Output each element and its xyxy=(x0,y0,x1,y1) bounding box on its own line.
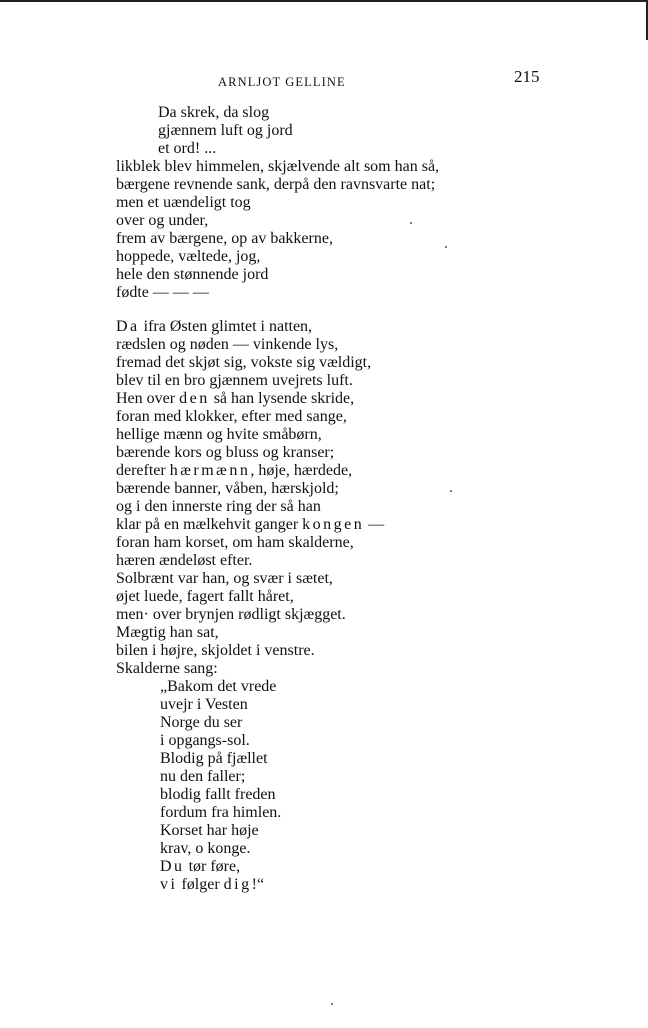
scan-edge-top xyxy=(0,0,648,2)
line-text: tør føre, xyxy=(184,858,241,875)
poem-line: likblek blev himmelen, skjælvende alt som han så, xyxy=(116,158,440,175)
spaced-word: Du xyxy=(160,858,185,875)
poem-line: bilen i højre, skjoldet i venstre. xyxy=(116,642,315,659)
line-text: ifra Østen glimtet i natten, xyxy=(139,318,313,335)
song-line: i opgangs-sol. xyxy=(160,732,250,749)
scan-speck xyxy=(450,490,452,492)
poem-line: fremad det skjøt sig, vokste sig vældigt, xyxy=(116,354,372,371)
song-line xyxy=(116,858,616,876)
poem-line xyxy=(116,390,616,408)
poem-line: frem av bærgene, op av bakkerne, xyxy=(116,230,333,247)
poem-body xyxy=(116,104,616,894)
poem-line: men et uændeligt tog xyxy=(116,194,251,211)
poem-line: foran med klokker, efter med sange, xyxy=(116,408,347,425)
song-line: Korset har høje xyxy=(160,822,259,839)
poem-line xyxy=(116,318,616,336)
line-text: Hen over xyxy=(116,390,180,407)
poem-line: Skalderne sang: xyxy=(116,660,218,677)
poem-line: bærende kors og bluss og kranser; xyxy=(116,444,335,461)
poem-line: bærende banner, våben, hærskjold; xyxy=(116,480,339,497)
poem-line: hellige mænn og hvite småbørn, xyxy=(116,426,322,443)
line-text: , høje, hærdede, xyxy=(250,462,353,479)
poem-line: hæren ændeløst efter. xyxy=(116,552,253,569)
poem-line: Solbrænt var han, og svær i sætet, xyxy=(116,570,333,587)
song-line: blodig fallt freden xyxy=(160,786,276,803)
scan-speck xyxy=(410,222,412,224)
song-line: uvejr i Vesten xyxy=(160,696,248,713)
poem-line xyxy=(116,516,616,534)
spaced-word: den xyxy=(179,390,210,407)
running-title: ARNLJOT GELLINE xyxy=(218,75,346,89)
spaced-word: dig xyxy=(223,876,252,893)
poem-line: og i den innerste ring der så han xyxy=(116,498,321,515)
line-text: følger xyxy=(177,876,224,893)
poem-line: hoppede, væltede, jog, xyxy=(116,248,261,265)
poem-line: fødte — — — xyxy=(116,284,209,301)
poem-line: men· over brynjen rødligt skjægget. xyxy=(116,606,346,623)
spaced-word: hærmænn xyxy=(169,462,251,479)
stanza-break xyxy=(116,302,616,318)
poem-line: et ord! ... xyxy=(158,140,217,157)
poem-line: hele den stønnende jord xyxy=(116,266,269,283)
line-text: så han lysende skride, xyxy=(209,390,355,407)
spaced-word: kongen xyxy=(302,516,365,533)
poem-line: rædslen og nøden — vinkende lys, xyxy=(116,336,339,353)
song-line: fordum fra himlen. xyxy=(160,804,282,821)
song-line: Blodig på fjællet xyxy=(160,750,268,767)
line-text: derefter xyxy=(116,462,170,479)
poem-line: foran ham korset, om ham skalderne, xyxy=(116,534,354,551)
poem-line xyxy=(116,462,616,480)
poem-line: gjænnem luft og jord xyxy=(158,122,293,139)
poem-line: over og under, xyxy=(116,212,209,229)
line-text: — xyxy=(364,516,385,533)
poem-line: Da skrek, da slog xyxy=(158,104,270,121)
scan-speck xyxy=(445,246,447,248)
song-line: nu den faller; xyxy=(160,768,246,785)
song-line: „Bakom det vrede xyxy=(160,678,277,695)
poem-line: Mægtig han sat, xyxy=(116,624,219,641)
page-number: 215 xyxy=(514,67,540,86)
line-text: klar på en mælkehvit ganger xyxy=(116,516,303,533)
song-line xyxy=(116,876,616,894)
song-line: krav, o konge. xyxy=(160,840,251,857)
line-text: !“ xyxy=(251,876,265,893)
spaced-word: vi xyxy=(160,876,178,893)
poem-line: øjet luede, fagert fallt håret, xyxy=(116,588,294,605)
poem-line: blev til en bro gjænnem uvejrets luft. xyxy=(116,372,353,389)
spaced-word: Da xyxy=(116,318,140,335)
song-line: Norge du ser xyxy=(160,714,243,731)
scan-speck xyxy=(331,1003,333,1005)
poem-line: bærgene revnende sank, derpå den ravnsvarte nat; xyxy=(116,176,436,193)
